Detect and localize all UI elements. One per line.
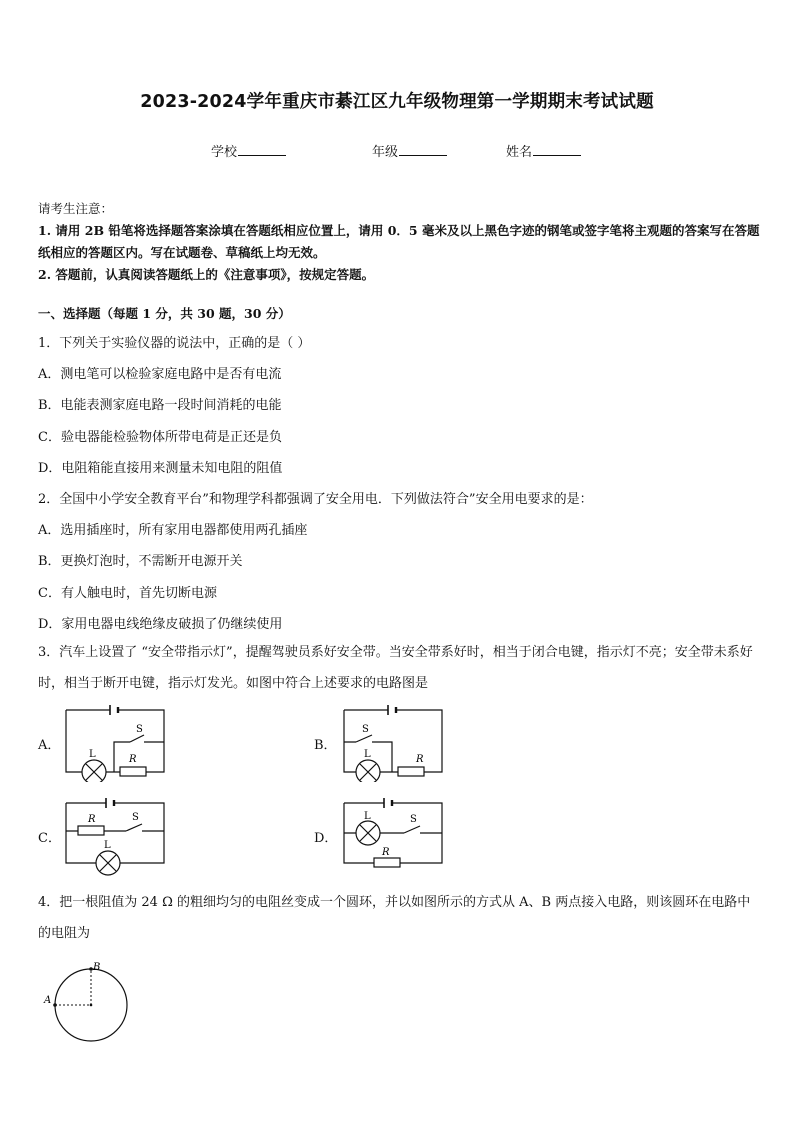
- q4-stem: 4．把一根阻值为 24 Ω 的粗细均匀的电阻丝变成一个圆环，并以如图所示的方式从 A、B 两点接入电路，则该圆环在电路中的电阻为: [38, 895, 751, 941]
- q2-option-c: C．有人触电时，首先切断电源: [38, 586, 217, 601]
- switch-label: S: [362, 724, 369, 735]
- q2-stem: 2．全国中小学安全教育平台”和物理学科都强调了安全用电．下列做法符合”安全用电要求的是：: [38, 492, 593, 507]
- resistor-symbol: [78, 826, 104, 835]
- switch-symbol: [356, 735, 372, 742]
- switch-label: S: [132, 812, 139, 823]
- name-field: [506, 141, 581, 160]
- q1-stem: 1．下列关于实验仪器的说法中，正确的是（ ）: [38, 336, 311, 351]
- point-a-dot: [53, 1003, 57, 1007]
- circuit-diagram-a: [62, 702, 172, 782]
- school-field: [211, 141, 286, 160]
- q3-option-d-label: D．: [314, 831, 338, 846]
- lamp-symbol: [356, 760, 380, 782]
- q1-option-c: C．验电器能检验物体所带电荷是正还是负: [38, 430, 282, 445]
- q3-option-b-label: B．: [314, 738, 337, 753]
- q3-option-a-label: A．: [38, 738, 61, 753]
- q2-option-d: D．家用电器电线绝缘皮破损了仍继续使用: [38, 617, 283, 632]
- circuit-diagram-c: [62, 795, 172, 877]
- notice-heading: 请考生注意：: [38, 201, 114, 216]
- resistor-label: R: [416, 754, 424, 765]
- name-blank[interactable]: [533, 143, 581, 156]
- ring-diagram: [38, 955, 138, 1050]
- resistor-symbol: [374, 858, 400, 867]
- lamp-symbol: [82, 760, 106, 782]
- switch-symbol: [404, 826, 420, 833]
- exam-title: 2023-2024学年重庆市綦江区九年级物理第一学期期末考试试题: [140, 92, 654, 112]
- lamp-label: L: [364, 811, 371, 822]
- section-heading: 一、选择题（每题 1 分，共 30 题，30 分）: [38, 306, 291, 321]
- q3-stem: 3．汽车上设置了 “安全带指示灯”，提醒驾驶员系好安全带。当安全带系好时，相当于闭合电键，指示灯不亮；安全带未系好时，相当于断开电键，指示灯发光。如图中符合上述要求的电路图是: [38, 645, 753, 691]
- point-b-label: B: [93, 962, 101, 973]
- q1-option-b: B．电能表测家庭电路一段时间消耗的电能: [38, 398, 282, 413]
- grade-field: [372, 141, 447, 160]
- q2-option-a: A．选用插座时，所有家用电器都使用两孔插座: [38, 523, 308, 538]
- circuit-diagram-d: [340, 795, 450, 877]
- notice-item-1: 1. 请用 2B 铅笔将选择题答案涂填在答题纸相应位置上，请用 0．5 毫米及以上黑色字迹的钢笔或签字笔将主观题的答案写在答题纸相应的答题区内。写在试题卷、草稿纸上均无效。: [38, 223, 760, 260]
- school-label: 学校: [211, 145, 238, 160]
- grade-label: 年级: [372, 145, 399, 160]
- resistor-label: R: [382, 847, 390, 858]
- switch-symbol: [130, 735, 144, 742]
- notice-item-2: 2. 答题前，认真阅读答题纸上的《注意事项》，按规定答题。: [38, 267, 375, 282]
- resistor-label: R: [129, 754, 137, 765]
- resistor-label: R: [88, 814, 96, 825]
- switch-label: S: [136, 724, 143, 735]
- resistor-symbol: [120, 767, 146, 776]
- resistor-symbol: [398, 767, 424, 776]
- lamp-label: L: [104, 840, 111, 851]
- q3-option-c-label: C．: [38, 831, 61, 846]
- grade-blank[interactable]: [399, 143, 447, 156]
- point-a-label: A: [44, 995, 52, 1006]
- school-blank[interactable]: [238, 143, 286, 156]
- switch-symbol: [126, 824, 142, 831]
- lamp-label: L: [89, 749, 96, 760]
- q1-option-a: A．测电笔可以检验家庭电路中是否有电流: [38, 367, 282, 382]
- name-label: 姓名: [506, 145, 533, 160]
- lamp-label: L: [364, 749, 371, 760]
- q2-option-b: B．更换灯泡时，不需断开电源开关: [38, 554, 243, 569]
- circuit-diagram-b: [340, 702, 450, 782]
- q1-option-d: D．电阻箱能直接用来测量未知电阻的阻值: [38, 461, 283, 476]
- switch-label: S: [410, 814, 417, 825]
- notice-block: [38, 198, 760, 286]
